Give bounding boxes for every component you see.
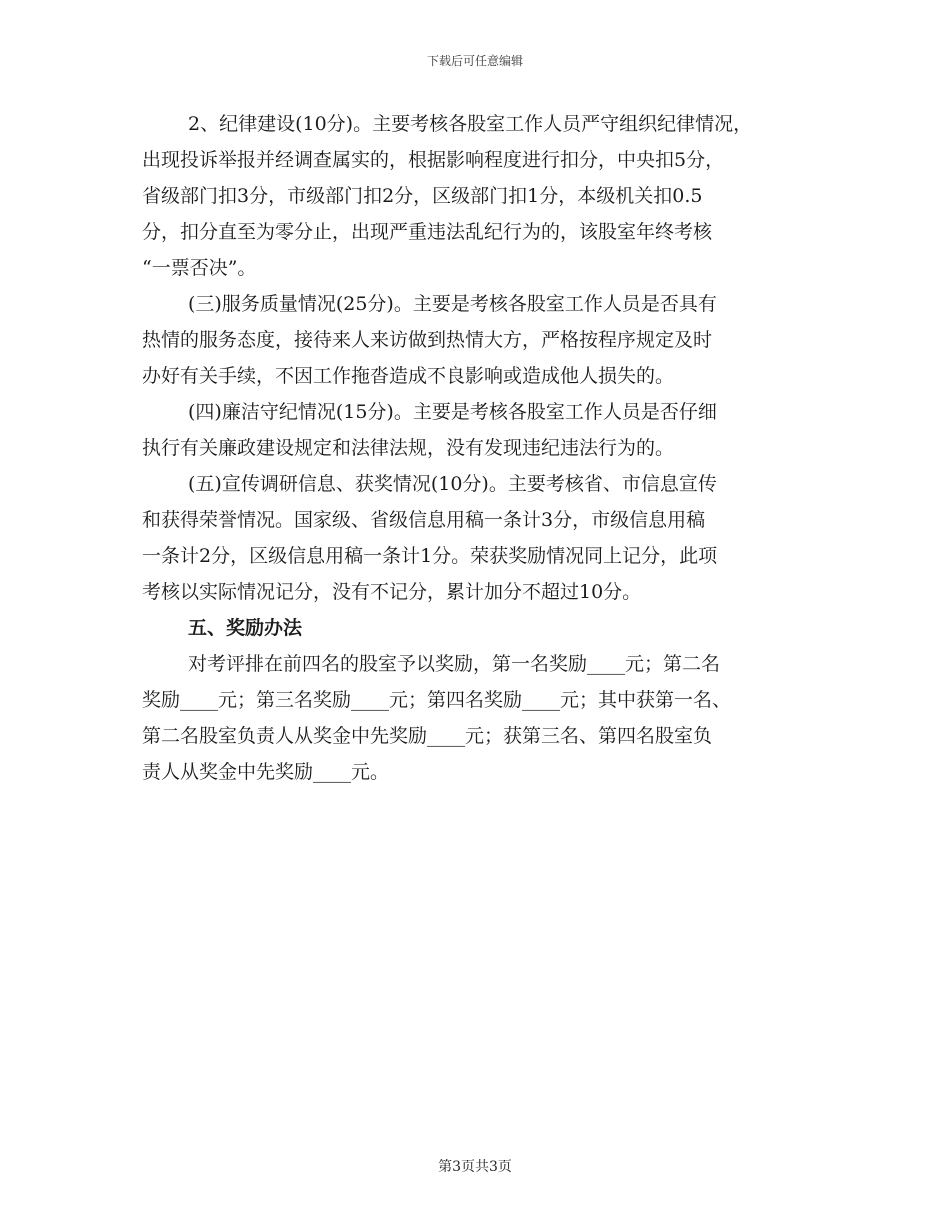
text-line: 奖励____元；第三名奖励____元；第四名奖励____元；其中获第一名、 xyxy=(142,689,732,711)
document-body xyxy=(142,106,822,790)
text-line: 责人从奖金中先奖励____元。 xyxy=(142,761,390,783)
text-line: (三)服务质量情况(25分)。主要是考核各股室工作人员是否具有 xyxy=(188,293,717,315)
page-header: 下载后可任意编辑 xyxy=(426,54,523,68)
text-line: 一条计2分，区级信息用稿一条计1分。荣获奖励情况同上记分，此项 xyxy=(142,545,718,567)
text-line: 对考评排在前四名的股室予以奖励，第一名奖励____元；第二名 xyxy=(188,653,721,675)
text-line: 省级部门扣3分，市级部门扣2分，区级部门扣1分，本级机关扣0.5 xyxy=(142,185,703,207)
text-line: 热情的服务态度，接待来人来访做到热情大方，严格按程序规定及时 xyxy=(142,329,713,351)
text-line: 办好有关手续，不因工作拖沓造成不良影响或造成他人损失的。 xyxy=(142,365,675,387)
text-line: “一票否决”。 xyxy=(142,257,257,279)
text-line: 分，扣分直至为零分止，出现严重违法乱纪行为的，该股室年终考核 xyxy=(142,221,713,243)
page-footer: 第3页共3页 xyxy=(438,1159,512,1175)
text-line: 和获得荣誉情况。国家级、省级信息用稿一条计3分，市级信息用稿 xyxy=(142,509,706,531)
text-line: 考核以实际情况记分，没有不记分，累计加分不超过10分。 xyxy=(142,581,642,603)
text-line: (五)宣传调研信息、获奖情况(10分)。主要考核省、市信息宣传 xyxy=(188,473,717,495)
text-line: 出现投诉举报并经调查属实的，根据影响程度进行扣分，中央扣5分， xyxy=(142,149,725,171)
text-line: 第二名股室负责人从奖金中先奖励____元；获第三名、第四名股室负 xyxy=(142,725,713,747)
text-line: (四)廉洁守纪情况(15分)。主要是考核各股室工作人员是否仔细 xyxy=(188,401,717,423)
text-line: 2、纪律建设(10分)。主要考核各股室工作人员严守组织纪律情况， xyxy=(188,113,753,135)
text-line: 执行有关廉政建设规定和法律法规，没有发现违纪违法行为的。 xyxy=(142,437,675,459)
section-heading: 五、奖励办法 xyxy=(188,617,303,639)
